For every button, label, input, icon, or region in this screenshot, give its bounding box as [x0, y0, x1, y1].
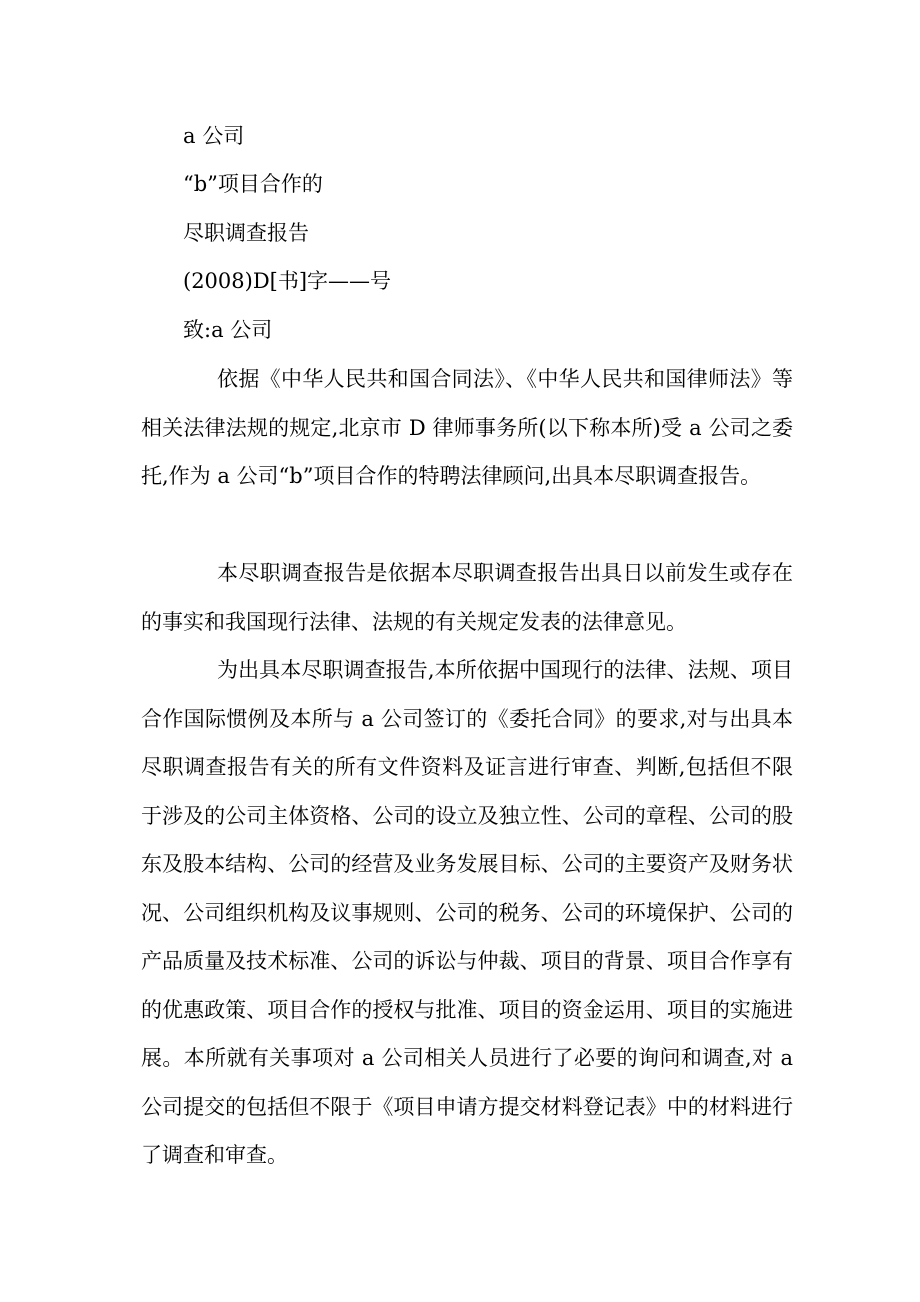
addressee-line: 致:a 公司 [183, 318, 273, 342]
recipient-company-line: a 公司 [183, 124, 245, 148]
project-line: “b”项目合作的 [183, 172, 323, 196]
paragraph-basis: 依据《中华人民共和国合同法》、《中华人民共和国律师法》等相关法律法规的规定,北京市 D 律师事务所(以下称本所)受 a 公司之委托,作为 a 公司“b”项目合作的特聘法律顾问,出具本尽职调查报告。 [141, 367, 793, 488]
paragraph-scope: 本尽职调查报告是依据本尽职调查报告出具日以前发生或存在的事实和我国现行法律、法规的有关规定发表的法律意见。 [141, 561, 793, 634]
report-title: 尽职调查报告 [183, 221, 309, 245]
document-number: (2008)D[书]字——号 [183, 269, 392, 293]
paragraph-method: 为出具本尽职调查报告,本所依据中国现行的法律、法规、项目合作国际惯例及本所与 a 公司签订的《委托合同》的要求,对与出具本尽职调查报告有关的所有文件资料及证言进行审查、判断,包括但不限于涉及的公司主体资格、公司的设立及独立性、公司的章程、公司的股东及股本结构、公司的经营及业务发展目标、公司的主要资产及财务状况、公司组织机构及议事规则、公司的税务、公司的环境保护、公司的产品质量及技术标准、公司的诉讼与仲裁、项目的背景、项目合作享有的优惠政策、项目合作的授权与批准、项目的资金运用、项目的实施进展。本所就有关事项对 a 公司相关人员进行了必要的询问和调查,对 a 公司提交的包括但不限于《项目申请方提交材料登记表》中的材料进行了调查和审查。 [141, 658, 793, 1167]
